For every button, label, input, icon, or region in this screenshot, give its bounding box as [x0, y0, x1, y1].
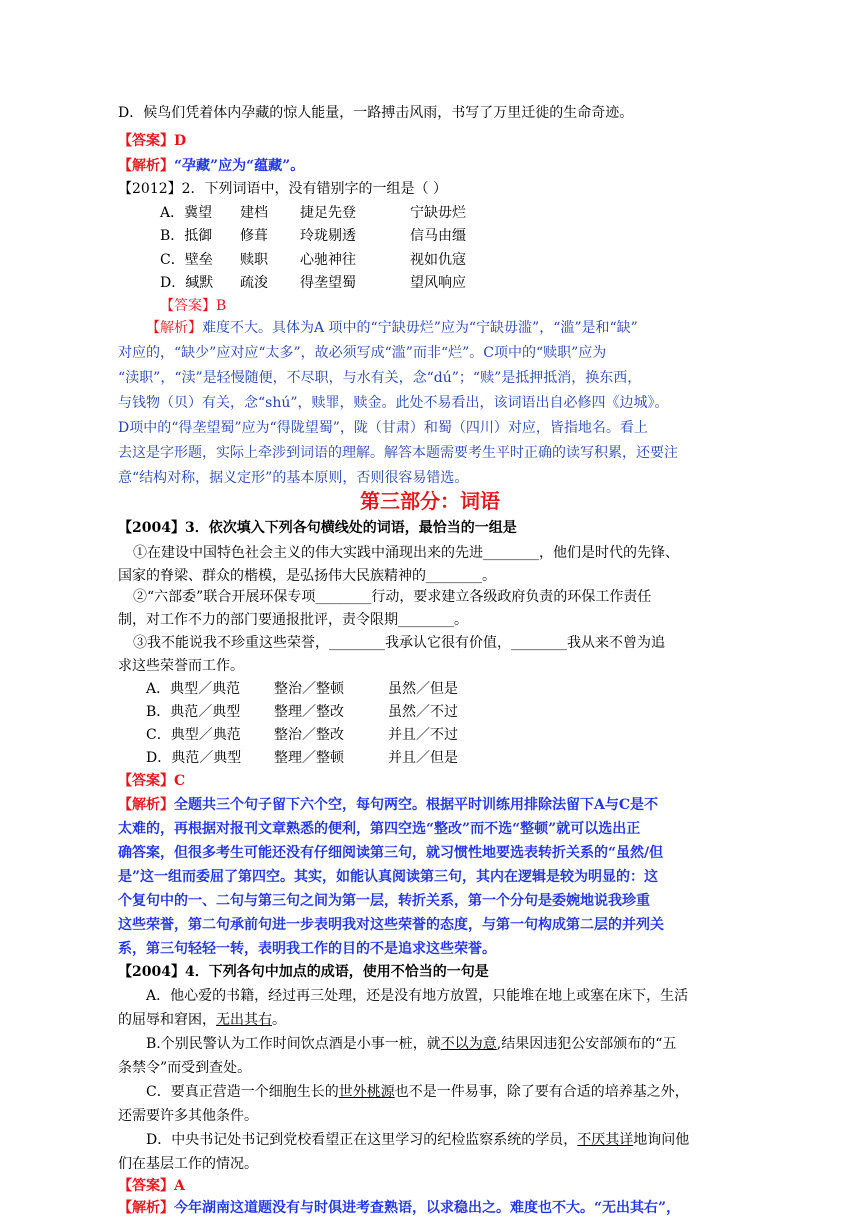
analysis-line: 【解析】难度不大。具体为A 项中的“宁缺毋烂”应为“宁缺毋滥”，“滥”是和“缺”	[146, 320, 638, 336]
analysis-line: “渎职”，“渎”是轻慢随便，不尽职，与水有关，念“dú”；“赎”是抵押抵消，换东西，	[118, 370, 642, 386]
option-a-line: 的屈辱和窘困，无出其右。	[118, 1012, 286, 1028]
answer-value: C	[174, 773, 186, 789]
analysis-tag: 【解析】	[118, 1200, 174, 1216]
sentence: 求这些荣誉而工作。	[118, 658, 244, 674]
analysis-tag: 【解析】	[118, 158, 174, 174]
sentence: ①在建设中国特色社会主义的伟大实践中涌现出来的先进________，他们是时代的先锋、	[133, 545, 679, 561]
analysis-line: 系，第三句轻轻一转，表明我工作的目的不是追求这些荣誉。	[118, 941, 496, 957]
option-b-line: 条禁令”而受到查处。	[118, 1060, 252, 1076]
answer-line	[118, 771, 185, 791]
analysis-line: 意“结构对称，据义定形”的基本原则，否则很容易错选。	[118, 470, 469, 486]
analysis-tag: 【解析】	[118, 797, 174, 813]
option-d-line: D．中央书记处书记到党校看望正在这里学习的纪检监察系统的学员，不厌其详地询问他	[146, 1132, 690, 1148]
option-c-line: C．要真正营造一个细胞生长的世外桃源也不是一件易事，除了要有合适的培养基之外，	[146, 1084, 689, 1100]
analysis-line: 这些荣誉，第二句承前句进一步表明我对这些荣誉的态度，与第一句构成第二层的并列关	[118, 917, 664, 933]
marked-idiom: 世外桃源	[338, 1084, 395, 1100]
analysis-line	[118, 156, 304, 176]
answer-line	[118, 131, 186, 151]
answer-value: B	[216, 298, 227, 314]
sentence: ②“六部委”联合开展环保专项________行动，要求建立各级政府负责的环保工作责任	[133, 589, 652, 605]
sentence: 国家的脊梁、群众的楷模，是弘扬伟大民族精神的________。	[118, 568, 496, 584]
marked-idiom: 无出其右	[216, 1012, 272, 1028]
analysis-line: 对应的，“缺少”应对应“太多”，故必须写成“滥”而非“烂”。C项中的“赎职”应为	[118, 345, 607, 361]
question-2012-2: 【2012】2．下列词语中，没有错别字的一组是（ ）	[118, 181, 447, 197]
answer-value: D	[174, 133, 187, 149]
option-row: C．壁垒 赎职 心驰神往 视如仇寇	[160, 252, 466, 268]
option-a-line: A．他心爱的书籍，经过再三处理，还是没有地方放置，只能堆在地上或塞在床下，生活	[146, 988, 689, 1004]
analysis-line: 与钱物（贝）有关，念“shú”，赎罪，赎金。此处不易看出，该词语出自必修四《边城》。	[118, 395, 669, 411]
answer-tag: 【答案】	[118, 133, 174, 149]
answer-line	[160, 296, 226, 316]
analysis-line: 确答案，但很多考生可能还没有仔细阅读第三句，就习惯性地要选表转折关系的“虽然/但	[118, 845, 664, 861]
analysis-tag: 【解析】	[146, 320, 202, 336]
answer-value: A	[174, 1178, 185, 1194]
option-d-line: 们在基层工作的情况。	[118, 1156, 258, 1172]
option-b-line: B.个别民警认为工作时间饮点酒是小事一桩，就不以为意,结果因违犯公安部颁布的“五	[146, 1036, 677, 1052]
option-row: A．冀望 建档 捷足先登 宁缺毋烂	[160, 205, 466, 221]
answer-tag: 【答案】	[160, 298, 216, 314]
analysis-line: 【解析】全题共三个句子留下六个空，每句两空。根据平时训练用排除法留下A与C是不	[118, 797, 659, 813]
marked-idiom: 不以为意	[440, 1036, 497, 1052]
analysis-line: 【解析】今年湖南这道题没有与时俱进考查熟语，以求稳出之。难度也不大。“无出其右”，	[118, 1200, 681, 1216]
option-c-line: 还需要许多其他条件。	[118, 1108, 258, 1124]
analysis-line: 去这是字形题，实际上牵涉到词语的理解。解答本题需要考生平时正确的读写积累，还要注	[118, 445, 678, 461]
sentence: 制，对工作不力的部门要通报批评，责令限期________。	[118, 612, 468, 628]
answer-line	[118, 1176, 185, 1196]
question-2004-3: 【2004】3．依次填入下列各句横线处的词语，最恰当的一组是	[118, 520, 517, 536]
option-row: D．典范／典型 整理／整顿 并且／但是	[146, 750, 458, 766]
analysis-line: 个复句中的一、二句与第三句之间为第一层，转折关系，第一个分句是委婉地说我珍重	[118, 893, 650, 909]
option-row: B．典范／典型 整理／整改 虽然／不过	[146, 704, 458, 720]
analysis-text: “孕藏”应为“蕴藏”。	[174, 158, 305, 174]
option-row: D．缄默 疏浚 得垄望蜀 望风响应	[160, 275, 466, 291]
question-2004-4: 【2004】4．下列各句中加点的成语，使用不恰当的一句是	[118, 964, 489, 980]
section-title: 第三部分：词语	[360, 489, 500, 513]
option-d-line: D．候鸟们凭着体内孕藏的惊人能量，一路搏击风雨，书写了万里迁徙的生命奇迹。	[118, 105, 634, 121]
answer-tag: 【答案】	[118, 773, 174, 789]
analysis-line: 是”这一组而委屈了第四空。其实，如能认真阅读第三句，其内在逻辑是较为明显的：这	[118, 869, 659, 885]
analysis-line: D项中的“得垄望蜀”应为“得陇望蜀”，陇（甘肃）和蜀（四川）对应，皆指地名。看上	[118, 420, 648, 436]
analysis-line: 太难的，再根据对报刊文章熟悉的便利，第四空选“整改”而不选“整顿”就可以选出正	[118, 821, 641, 837]
option-row: B．抵御 修葺 玲珑剔透 信马由缰	[160, 228, 466, 244]
marked-idiom: 不厌其详	[577, 1132, 634, 1148]
option-row: A．典型／典范 整治／整顿 虽然／但是	[146, 681, 458, 697]
option-row: C．典型／典范 整治／整改 并且／不过	[146, 727, 458, 743]
answer-tag: 【答案】	[118, 1178, 174, 1194]
sentence: ③我不能说我不珍重这些荣誉，________我承认它很有价值，________我从来不曾为追	[133, 635, 665, 651]
